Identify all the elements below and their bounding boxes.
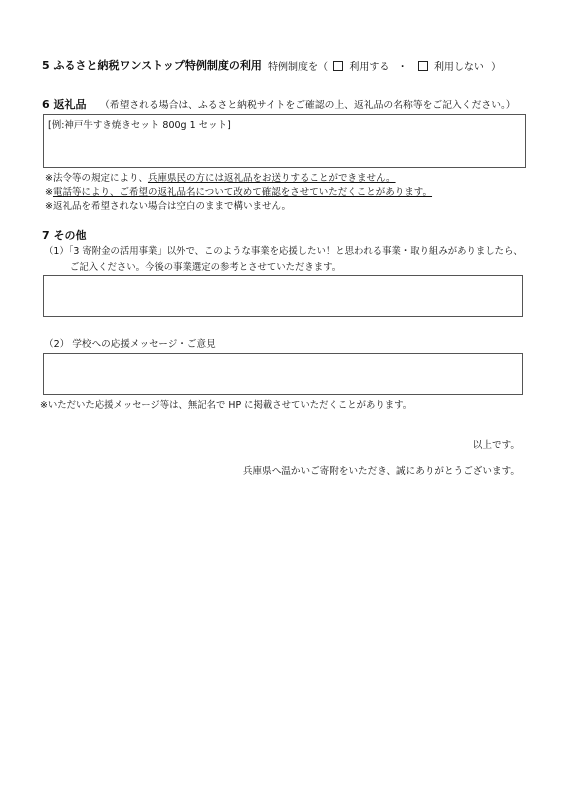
closing-thanks: 兵庫県へ温かいご寄附をいただき、誠にありがとうございます。 bbox=[242, 466, 520, 477]
use-checkbox[interactable] bbox=[333, 61, 343, 71]
special-rule-choice bbox=[268, 58, 501, 73]
gift-note-3 bbox=[45, 198, 291, 212]
section6-instruction: （希望される場合は、ふるさと納税サイトをご確認の上、返礼品の名称等をご記入ください。） bbox=[100, 100, 516, 111]
note2-text: ※ bbox=[45, 187, 53, 198]
note1-text: ※法令等の規定により、 bbox=[45, 173, 148, 184]
section5-title: 5 ふるさと納税ワンストップ特例制度の利用 bbox=[42, 59, 262, 72]
use-label: 利用する bbox=[349, 62, 390, 73]
gift-note-2 bbox=[45, 184, 432, 198]
gift-note-1 bbox=[45, 170, 396, 184]
q1-text-line2: ご記入ください。今後の事業選定の参考とさせていただきます。 bbox=[70, 262, 342, 273]
note1-underlined: 兵庫県民の方には返礼品をお送りすることができません。 bbox=[147, 173, 396, 184]
q1-input-box[interactable] bbox=[43, 275, 523, 317]
section7-title: 7 その他 bbox=[42, 229, 87, 242]
choice-prompt-end: ） bbox=[491, 62, 502, 73]
note2-underlined: 電話等により、ご希望の返礼品名について改めて確認をさせていただくことがあります。 bbox=[52, 187, 433, 198]
not-use-label: 利用しない bbox=[433, 62, 484, 73]
section6-title: 6 返礼品 bbox=[42, 98, 87, 111]
gift-example-text: [例:神戸牛すき焼きセット 800g 1 セット] bbox=[48, 120, 231, 131]
q1-text-line1: （1）「3 寄附金の活用事業」以外で、このような事業を応援したい！と思われる事業・取り組みがありましたら、 bbox=[44, 246, 523, 257]
not-use-checkbox[interactable] bbox=[418, 61, 428, 71]
gift-input-box[interactable] bbox=[43, 114, 526, 168]
choice-prompt-start: 特例制度を（ bbox=[268, 62, 328, 73]
q2-text: （2） 学校への応援メッセージ・ご意見 bbox=[44, 339, 216, 350]
q2-input-box[interactable] bbox=[43, 353, 523, 395]
closing-end: 以上です。 bbox=[472, 440, 520, 451]
choice-separator: ・ bbox=[397, 62, 408, 73]
message-note: ※いただいた応援メッセージ等は、無記名で HP に掲載させていただくことがあります。 bbox=[40, 400, 413, 411]
note3-text: ※返礼品を希望されない場合は空白のままで構いません。 bbox=[45, 201, 292, 212]
